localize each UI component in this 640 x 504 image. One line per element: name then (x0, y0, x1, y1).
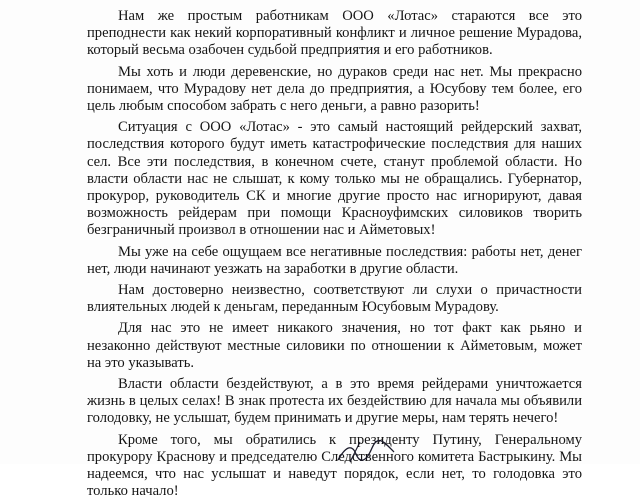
letter-body (87, 8, 582, 504)
paragraph: Нам достоверно неизвестно, соответствуют ли слухи о причастности влиятельных людей к деньгам, переданным Юсубовым Мурадову. (87, 282, 582, 316)
paragraph: Мы хоть и люди деревенские, но дураков среди нас нет. Мы прекрасно понимаем, что Мурадову нет дела до предприятия, а Юсубову тем более, его цель любым способом забрать с него деньги, а равно разорить! (87, 63, 582, 115)
paragraph: Для нас это не имеет никакого значения, но тот факт как рьяно и незаконно действуют местные силовики по отношении к Айметовым, может на это указывать. (87, 320, 582, 371)
paragraph: Кроме того, мы обратились к президенту Путину, Генеральному прокурору Краснову и председателю Следственного комитета Бастрыкину. Мы надеемся, что нас услышат и наведут порядок, если нет, то голодовка это только начало! (87, 431, 582, 500)
paragraph: Ситуация с ООО «Лотас» - это самый настоящий рейдерский захват, последствия которого будут иметь катастрофические последствия для наших сел. Все эти последствия, в конечном счете, станут проблемой области. Но власти области нас не слышат, к кому только мы не обращались. Губернатор, прокурор, руководитель СК и многие другие просто нас игнорируют, давая возможность рейдерам при помощи Красноуфимских силовиков творить безграничный произвол в отношении нас и Айметовых! (87, 119, 582, 239)
paragraph: Мы уже на себе ощущаем все негативные последствия: работы нет, денег нет, люди начинают уезжать на заработки в другие области. (87, 243, 582, 277)
paragraph: Нам же простым работникам ООО «Лотас» стараются все это преподнести как некий корпоративный конфликт и личное решение Мурадова, который весьма озабочен судьбой предприятия и его работников. (87, 8, 582, 59)
paragraph: Власти области бездействуют, а в это время рейдерами уничтожается жизнь в целых селах! В знак протеста их бездействию для начала мы объявили голодовку, не услышат, будем принимать и другие меры, нам терять нечего! (87, 376, 582, 427)
